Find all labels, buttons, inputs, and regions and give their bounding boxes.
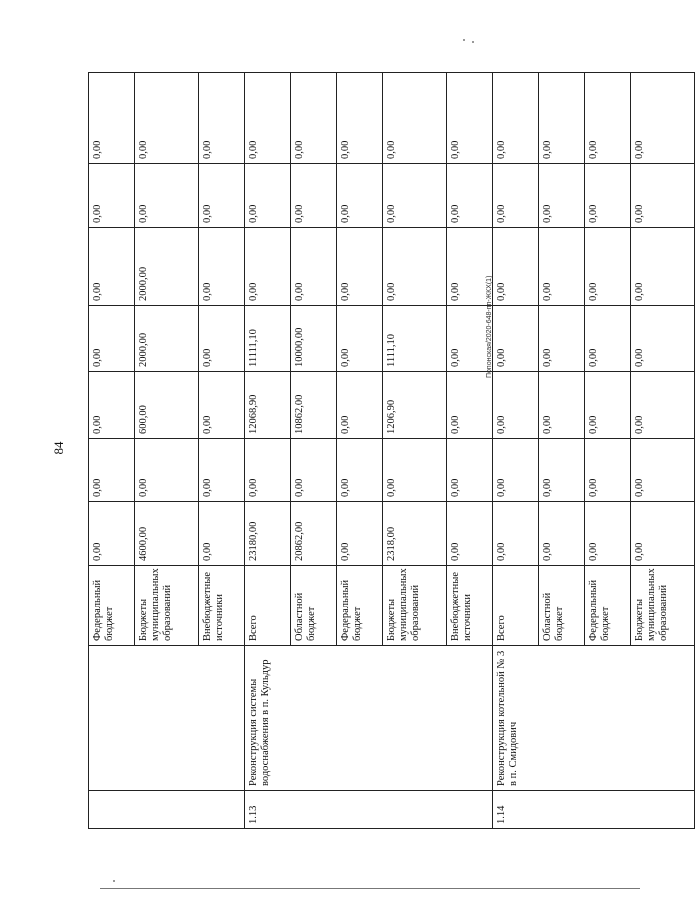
amount-cell: 0,00	[493, 502, 539, 566]
amount-cell: 0,00	[539, 73, 585, 164]
amount-cell: 2000,00	[135, 306, 199, 372]
amount-cell: 0,00	[539, 306, 585, 372]
amount-cell: 0,00	[89, 306, 135, 372]
item-number-cell: 1.14	[493, 791, 695, 829]
amount-cell: 0,00	[291, 439, 337, 502]
amount-cell: 0,00	[493, 73, 539, 164]
amount-cell: 0,00	[493, 228, 539, 306]
amount-cell: 12068,90	[245, 372, 291, 439]
amount-cell: 0,00	[383, 439, 447, 502]
table-body	[89, 73, 695, 829]
amount-cell: 0,00	[631, 306, 695, 372]
amount-cell: 0,00	[539, 164, 585, 228]
amount-cell: 0,00	[539, 439, 585, 502]
amount-cell: 0,00	[493, 164, 539, 228]
amount-cell: 0,00	[631, 164, 695, 228]
amount-cell: 0,00	[539, 228, 585, 306]
amount-cell: 2000,00	[135, 228, 199, 306]
amount-cell: 0,00	[199, 372, 245, 439]
amount-cell: 4600,00	[135, 502, 199, 566]
amount-cell: 0,00	[447, 502, 493, 566]
funding-source-cell: Бюджеты муниципальных образований	[383, 566, 447, 646]
amount-cell: 0,00	[631, 502, 695, 566]
amount-cell: 0,00	[245, 228, 291, 306]
bottom-rule	[100, 888, 640, 889]
amount-cell: 0,00	[199, 306, 245, 372]
amount-cell: 0,00	[539, 502, 585, 566]
funding-source-cell: Федеральный бюджет	[337, 566, 383, 646]
scan-speck	[472, 41, 474, 43]
amount-cell: 11111,10	[245, 306, 291, 372]
scan-speck	[463, 39, 465, 41]
amount-cell: 0,00	[447, 306, 493, 372]
amount-cell: 1111,10	[383, 306, 447, 372]
item-number-cell: 1.13	[245, 791, 493, 829]
amount-cell: 0,00	[585, 164, 631, 228]
amount-cell: 0,00	[135, 73, 199, 164]
funding-source-cell: Бюджеты муниципальных образований	[135, 566, 199, 646]
amount-cell: 0,00	[199, 164, 245, 228]
amount-cell: 0,00	[585, 73, 631, 164]
amount-cell: 0,00	[585, 502, 631, 566]
amount-cell: 0,00	[383, 164, 447, 228]
amount-cell: 0,00	[245, 439, 291, 502]
amount-cell: 0,00	[135, 439, 199, 502]
amount-cell: 0,00	[447, 372, 493, 439]
amount-cell: 0,00	[245, 164, 291, 228]
amount-cell: 0,00	[199, 439, 245, 502]
amount-cell: 0,00	[631, 439, 695, 502]
amount-cell: 0,00	[89, 372, 135, 439]
amount-cell: 0,00	[493, 306, 539, 372]
page-number: 84	[51, 441, 66, 455]
table-row	[493, 73, 539, 829]
amount-cell: 0,00	[337, 372, 383, 439]
amount-cell: 0,00	[337, 73, 383, 164]
funding-source-cell: Областной бюджет	[291, 566, 337, 646]
funding-source-cell: Федеральный бюджет	[585, 566, 631, 646]
amount-cell: 20862,00	[291, 502, 337, 566]
amount-cell: 0,00	[199, 228, 245, 306]
amount-cell: 0,00	[245, 73, 291, 164]
amount-cell: 10000,00	[291, 306, 337, 372]
amount-cell: 0,00	[493, 439, 539, 502]
amount-cell: 0,00	[631, 372, 695, 439]
amount-cell: 2318,00	[383, 502, 447, 566]
amount-cell: 0,00	[447, 439, 493, 502]
funding-source-cell: Федеральный бюджет	[89, 566, 135, 646]
funding-source-cell: Всего	[493, 566, 539, 646]
amount-cell: 0,00	[383, 228, 447, 306]
amount-cell: 0,00	[585, 228, 631, 306]
amount-cell: 0,00	[585, 372, 631, 439]
amount-cell: 0,00	[631, 73, 695, 164]
amount-cell: 0,00	[135, 164, 199, 228]
funding-source-cell: Внебюджетные источники	[199, 566, 245, 646]
amount-cell: 0,00	[89, 164, 135, 228]
amount-cell: 10862,00	[291, 372, 337, 439]
amount-cell: 0,00	[89, 502, 135, 566]
amount-cell: 0,00	[447, 73, 493, 164]
amount-cell: 0,00	[291, 164, 337, 228]
funding-source-cell: Областной бюджет	[539, 566, 585, 646]
amount-cell: 0,00	[447, 164, 493, 228]
amount-cell: 0,00	[631, 228, 695, 306]
amount-cell: 0,00	[539, 372, 585, 439]
amount-cell: 23180,00	[245, 502, 291, 566]
amount-cell: 0,00	[585, 439, 631, 502]
document-reference: Попонская/2020-648-пп-ЖКХ(1)	[486, 275, 493, 378]
project-name-cell: Реконструкция котельной № 3 в п. Смидович	[493, 646, 695, 791]
amount-cell: 0,00	[89, 73, 135, 164]
funding-source-cell: Внебюджетные источники	[447, 566, 493, 646]
amount-cell: 0,00	[199, 502, 245, 566]
amount-cell: 0,00	[337, 502, 383, 566]
amount-cell: 600,00	[135, 372, 199, 439]
rotated-budget-table	[88, 73, 669, 829]
amount-cell: 0,00	[291, 73, 337, 164]
funding-source-cell: Бюджеты муниципальных образований	[631, 566, 695, 646]
amount-cell: 0,00	[89, 439, 135, 502]
table-row	[89, 73, 135, 829]
amount-cell: 0,00	[383, 73, 447, 164]
amount-cell: 0,00	[199, 73, 245, 164]
table-row	[245, 73, 291, 829]
scan-speck	[113, 880, 115, 882]
project-name-cell: Реконструкция системы водоснабжения в п. Кульдур	[245, 646, 493, 791]
amount-cell: 0,00	[493, 372, 539, 439]
item-number-cell	[89, 791, 245, 829]
amount-cell: 0,00	[447, 228, 493, 306]
amount-cell: 0,00	[585, 306, 631, 372]
amount-cell: 0,00	[89, 228, 135, 306]
budget-table	[88, 72, 695, 829]
amount-cell: 0,00	[337, 306, 383, 372]
amount-cell: 0,00	[291, 228, 337, 306]
amount-cell: 0,00	[337, 228, 383, 306]
funding-source-cell: Всего	[245, 566, 291, 646]
amount-cell: 1206,90	[383, 372, 447, 439]
project-name-cell	[89, 646, 245, 791]
amount-cell: 0,00	[337, 164, 383, 228]
amount-cell: 0,00	[337, 439, 383, 502]
